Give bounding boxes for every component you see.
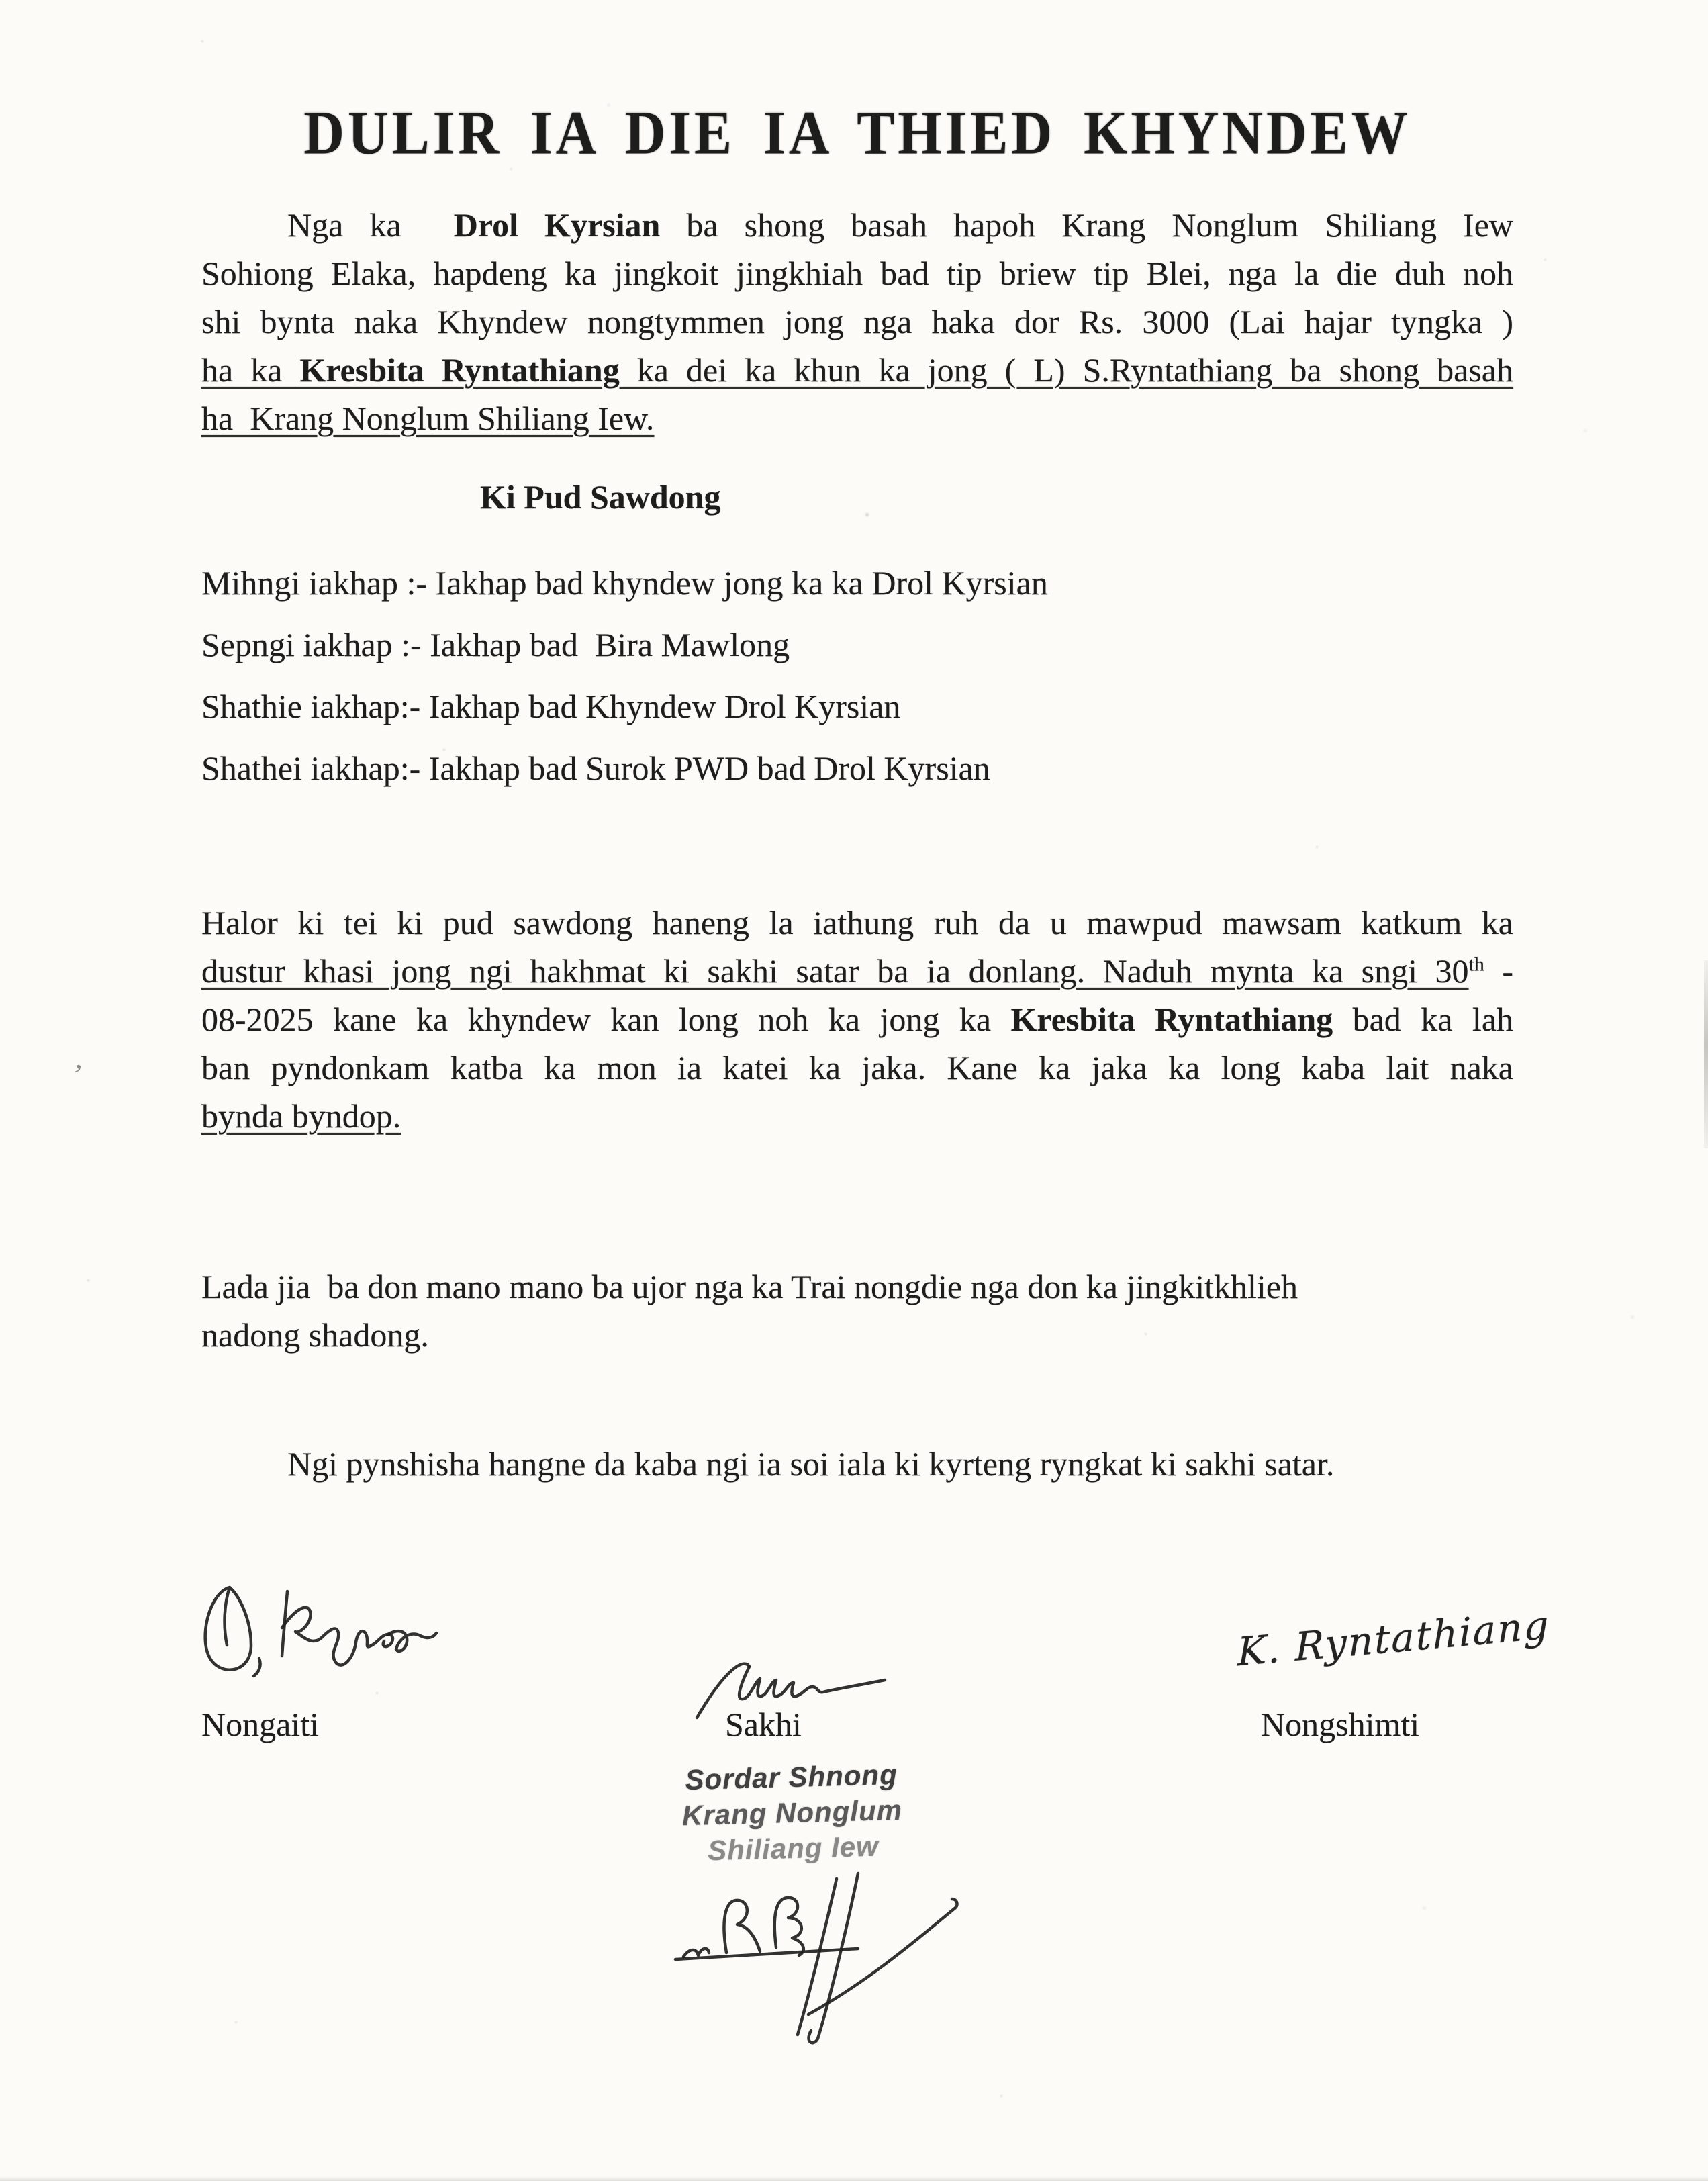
stamp-text-line: Krang Nonglum xyxy=(681,1794,903,1832)
seller-role-label: Nongaiti xyxy=(201,1706,319,1743)
buyer-signature: K. Ryntathiang xyxy=(1237,1602,1550,1675)
text-line: Lada jia ba don mano mano ba ujor nga ka Trai nongdie nga don ka jingkitkhlieh xyxy=(201,1268,1298,1305)
headman-signature-strokes xyxy=(657,1859,965,2047)
text-line: shi bynta naka Khyndew nongtymmen jong nga haka dor Rs. 3000 (Lai hajar tyngka ) xyxy=(201,303,1513,340)
text-line: Sohiong Elaka, hapdeng ka jingkoit jingkhiah bad tip briew tip Blei, nga la die duh noh xyxy=(201,254,1513,292)
text-line: 08-2025 kane ka khyndew kan long noh ka jong ka Kresbita Ryntathiang bad ka lah xyxy=(201,1001,1514,1038)
text-line: Nga ka Drol Kyrsian ba shong basah hapoh Krang Nonglum Shiliang Iew xyxy=(287,206,1514,244)
paper-speckles xyxy=(0,0,2,2)
right-edge-smudge xyxy=(1704,960,1708,1148)
stamp-text-line: Shiliang Iew xyxy=(707,1830,880,1867)
text-line: nadong shadong. xyxy=(201,1316,429,1354)
terms-paragraph xyxy=(201,898,1513,1140)
stamp-text-line: Sordar Shnong xyxy=(684,1758,898,1796)
text-line: Ngi pynshisha hangne da kaba ngi ia soi iala ki kyrteng ryngkat ki sakhi satar. xyxy=(287,1445,1335,1483)
margin-stray-mark: ʼ xyxy=(70,1058,85,1092)
boundary-list-item: Mihngi iakhap :- Iakhap bad khyndew jong ka ka Drol Kyrsian xyxy=(201,564,1048,602)
boundary-list xyxy=(201,559,1513,792)
boundary-list-item: Shathei iakhap:- Iakhap bad Surok PWD bad Drol Kyrsian xyxy=(201,749,990,787)
buyer-role-label: Nongshimti xyxy=(1261,1706,1420,1743)
seller-signature-strokes xyxy=(189,1573,444,1690)
witness-role-label: Sakhi xyxy=(725,1706,802,1743)
boundary-list-item: Sepngi iakhap :- Iakhap bad Bira Mawlong xyxy=(201,626,790,663)
text-line: ha ka Kresbita Ryntathiang ka dei ka khun ka jong ( L) S.Ryntathiang ba shong basah xyxy=(201,351,1513,389)
text-line: Halor ki tei ki pud sawdong haneng la iathung ruh da u mawpud mawsam katkum ka xyxy=(201,904,1513,941)
text-line: ha Krang Nonglum Shiliang Iew. xyxy=(201,400,655,437)
boundaries-section-heading: Ki Pud Sawdong xyxy=(480,478,721,516)
bottom-scan-shadow xyxy=(0,2176,1708,2181)
text-line: ban pyndonkam katba ka mon ia katei ka jaka. Kane ka jaka ka long kaba lait naka xyxy=(201,1049,1513,1086)
village-headman-stamp xyxy=(657,1756,928,1869)
opening-paragraph xyxy=(201,201,1513,443)
objection-paragraph xyxy=(201,1262,1513,1359)
text-line: dustur khasi jong ngi hakhmat ki sakhi satar ba ia donlang. Naduh mynta ka sngi 30th - xyxy=(201,952,1513,990)
text-line: bynda byndop. xyxy=(201,1097,401,1135)
boundary-list-item: Shathie iakhap:- Iakhap bad Khyndew Drol Kyrsian xyxy=(201,688,901,725)
confirmation-paragraph xyxy=(201,1440,1513,1488)
document-title: DULIR IA DIE IA THIED KHYNDEW xyxy=(303,99,1411,168)
